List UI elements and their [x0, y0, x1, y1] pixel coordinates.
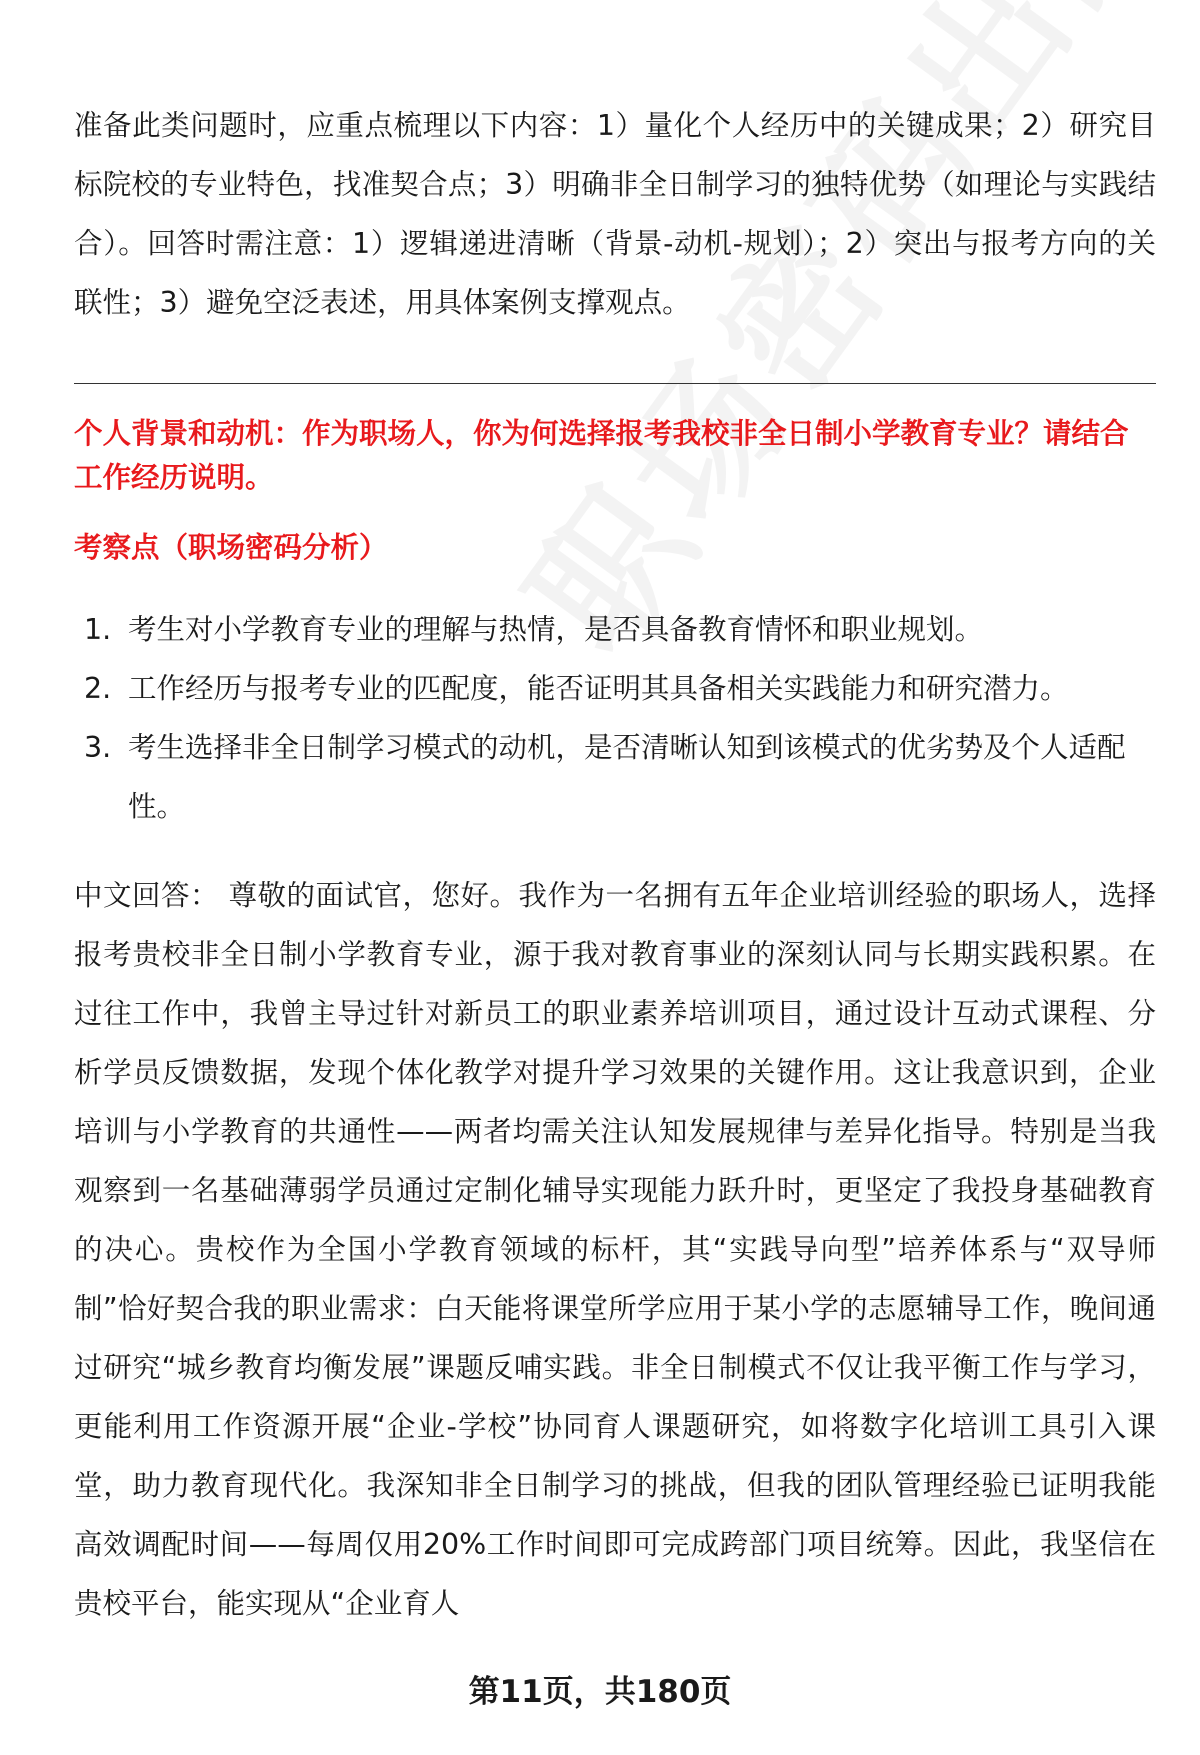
intro-paragraph: 准备此类问题时，应重点梳理以下内容：1）量化个人经历中的关键成果；2）研究目标院校的专业特色，找准契合点；3）明确非全日制学习的独特优势（如理论与实践结合）。回答时需注意：1）逻辑递进清晰（背景-动机-规划）；2）突出与报考方向的关联性；3）避免空泛表述，用具体案例支撑观点。: [74, 109, 1156, 319]
list-item-number: 3.: [84, 731, 112, 764]
list-item: [74, 718, 1156, 836]
page-footer: 第11页，共180页: [468, 1674, 732, 1710]
exam-points-title: 考察点（职场密码分析）: [74, 531, 388, 564]
section-divider: [74, 383, 1156, 384]
list-item-number: 2.: [84, 672, 112, 705]
question-heading: 个人背景和动机：作为职场人，你为何选择报考我校非全日制小学教育专业？请结合工作经历说明。: [74, 417, 1129, 494]
answer-label: 中文回答：: [74, 879, 219, 912]
answer-text: 尊敬的面试官，您好。我作为一名拥有五年企业培训经验的职场人，选择报考贵校非全日制小学教育专业，源于我对教育事业的深刻认同与长期实践积累。在过往工作中，我曾主导过针对新员工的职业素养培训项目，通过设计互动式课程、分析学员反馈数据，发现个体化教学对提升学习效果的关键作用。这让我意识到，企业培训与小学教育的共通性——两者均需关注认知发展规律与差异化指导。特别是当我观察到一名基础薄弱学员通过定制化辅导实现能力跃升时，更坚定了我投身基础教育的决心。贵校作为全国小学教育领域的标杆，其“实践导向型”培养体系与“双导师制”恰好契合我的职业需求：白天能将课堂所学应用于某小学的志愿辅导工作，晚间通过研究“城乡教育均衡发展”课题反哺实践。非全日制模式不仅让我平衡工作与学习，更能利用工作资源开展“企业-学校”协同育人课题研究，如将数字化培训工具引入课堂，助力教育现代化。我深知非全日制学习的挑战，但我的团队管理经验已证明我能高效调配时间——每周仅用20%工作时间即可完成跨部门项目统筹。因此，我坚信在贵校平台，能实现从“企业育人: [74, 879, 1156, 1620]
list-item-text: 考生对小学教育专业的理解与热情，是否具备教育情怀和职业规划。: [128, 613, 984, 646]
exam-points-list: [74, 600, 1156, 836]
list-item-number: 1.: [84, 613, 112, 646]
answer-paragraph: [74, 866, 1156, 1633]
list-item-text: 考生选择非全日制学习模式的动机，是否清晰认知到该模式的优劣势及个人适配性。: [128, 731, 1126, 823]
list-item: [74, 659, 1156, 718]
list-item-text: 工作经历与报考专业的匹配度，能否证明其具备相关实践能力和研究潜力。: [128, 672, 1069, 705]
list-item: [74, 600, 1156, 659]
